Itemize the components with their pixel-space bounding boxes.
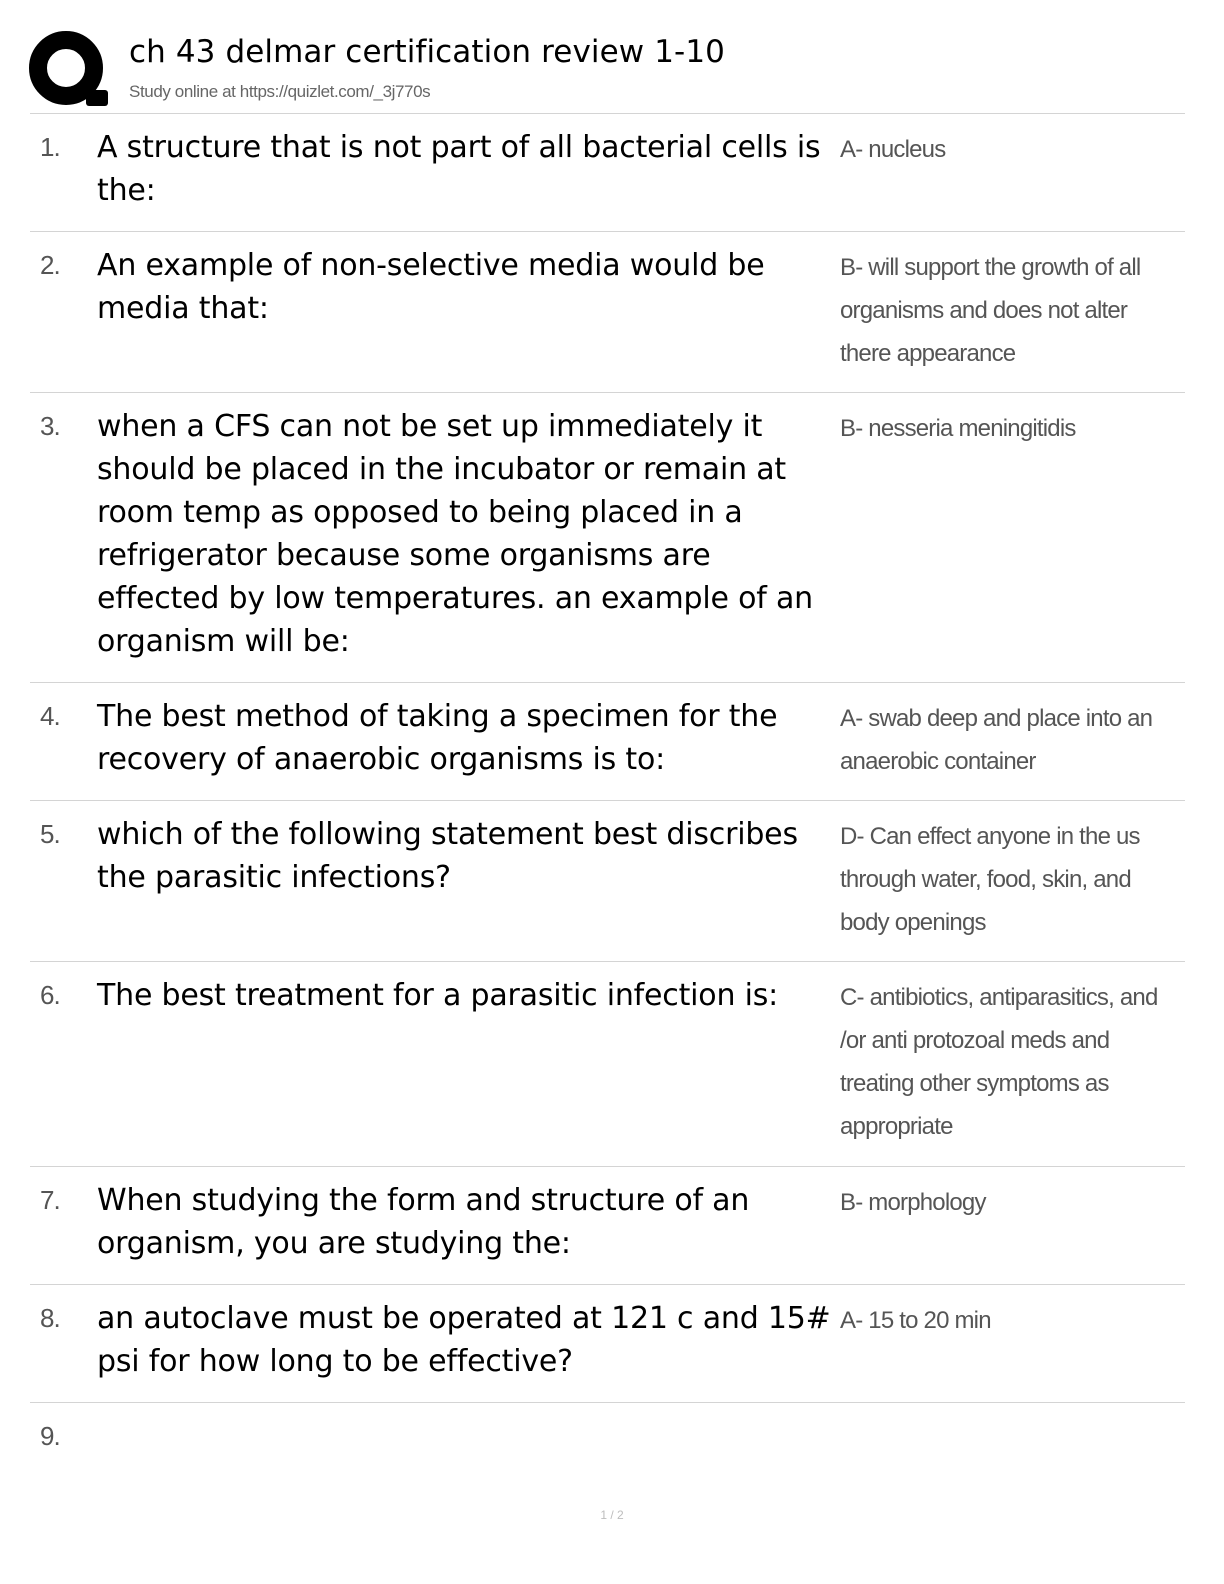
card-number: 2. bbox=[40, 250, 60, 280]
card-definition: C- antibiotics, antiparasitics, and /or anti protozoal meds and treating other symptoms as appropriate bbox=[840, 984, 1158, 1140]
card-term: An example of non-selective media would be media that: bbox=[97, 248, 765, 326]
card-definition: B- nesseria meningitidis bbox=[840, 415, 1076, 442]
card-number: 5. bbox=[40, 819, 60, 849]
divider bbox=[30, 961, 1185, 962]
study-online-link[interactable]: Study online at https://quizlet.com/_3j770s bbox=[129, 82, 431, 101]
card-term: The best method of taking a specimen for the recovery of anaerobic organisms is to: bbox=[97, 699, 778, 777]
divider bbox=[30, 113, 1185, 114]
card-term: which of the following statement best discribes the parasitic infections? bbox=[97, 817, 798, 895]
card-definition: B- will support the growth of all organisms and does not alter there appearance bbox=[840, 254, 1141, 367]
page-indicator: 1 / 2 bbox=[600, 1508, 624, 1522]
card-definition: A- 15 to 20 min bbox=[840, 1307, 991, 1334]
divider bbox=[30, 682, 1185, 683]
card-number: 9. bbox=[40, 1421, 60, 1451]
card-definition: A- nucleus bbox=[840, 136, 946, 163]
card-term: When studying the form and structure of an organism, you are studying the: bbox=[97, 1183, 750, 1261]
card-term: when a CFS can not be set up immediately it should be placed in the incubator or remain at room temp as opposed to being placed in a refrigerator because some organisms are effected by low temperatures. an example of an organism will be: bbox=[97, 409, 813, 659]
divider bbox=[30, 231, 1185, 232]
quizlet-logo-icon bbox=[28, 28, 110, 110]
card-number: 4. bbox=[40, 701, 60, 731]
card-number: 1. bbox=[40, 132, 60, 162]
card-term: The best treatment for a parasitic infection is: bbox=[97, 978, 779, 1013]
divider bbox=[30, 392, 1185, 393]
divider bbox=[30, 1402, 1185, 1403]
card-definition: D- Can effect anyone in the us through water, food, skin, and body openings bbox=[840, 823, 1140, 936]
divider bbox=[30, 1284, 1185, 1285]
card-definition: B- morphology bbox=[840, 1189, 986, 1216]
card-definition: A- swab deep and place into an anaerobic container bbox=[840, 705, 1153, 775]
page-title: ch 43 delmar certification review 1-10 bbox=[129, 34, 725, 70]
card-term: A structure that is not part of all bacterial cells is the: bbox=[97, 130, 821, 208]
card-number: 8. bbox=[40, 1303, 60, 1333]
card-term: an autoclave must be operated at 121 c and 15# psi for how long to be effective? bbox=[97, 1301, 831, 1379]
divider bbox=[30, 1166, 1185, 1167]
divider bbox=[30, 800, 1185, 801]
card-number: 3. bbox=[40, 411, 60, 441]
card-number: 7. bbox=[40, 1185, 60, 1215]
card-number: 6. bbox=[40, 980, 60, 1010]
